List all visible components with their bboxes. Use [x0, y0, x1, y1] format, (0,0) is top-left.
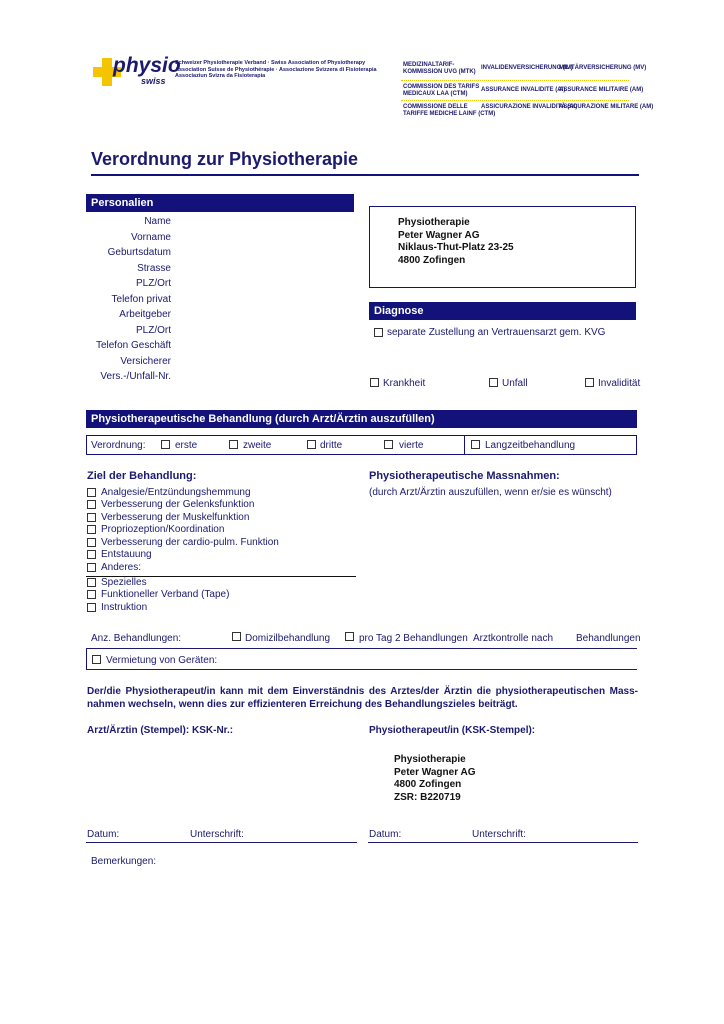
massnahmen-note: (durch Arzt/Ärztin auszufüllen, wenn er/sie es wünscht) — [369, 487, 612, 498]
personalien-header: Personalien — [86, 194, 354, 212]
kontrolle-label: Arztkontrolle nach — [473, 633, 554, 644]
erste-checkbox[interactable] — [161, 440, 170, 449]
ziel-checkbox[interactable] — [87, 525, 96, 534]
title-underline — [91, 174, 639, 176]
vermietung-label: Vermietung von Geräten: — [106, 655, 218, 666]
behandlungen-label: Behandlungen — [576, 633, 641, 644]
ziel-label: Spezielles — [101, 577, 147, 588]
field-vers-nr: Vers.-/Unfall-Nr. — [100, 371, 171, 382]
physio-stempel-label: Physiotherapeut/in (KSK-Stempel): — [369, 725, 536, 736]
field-geburtsdatum: Geburtsdatum — [107, 247, 171, 258]
address-line: Peter Wagner AG — [398, 229, 480, 241]
logo-sub: swiss — [141, 76, 166, 86]
invaliditaet-checkbox[interactable] — [585, 378, 594, 387]
krankheit-checkbox[interactable] — [370, 378, 379, 387]
table-cell: MEDICAUX LAA (CTM) — [403, 91, 468, 97]
ziel-heading: Ziel der Behandlung: — [87, 470, 197, 482]
ziel-label: Verbesserung der Muskelfunktion — [101, 512, 250, 523]
address-box — [369, 206, 636, 288]
field-vorname: Vorname — [130, 231, 171, 243]
table-cell: COMMISSION DES TARIFS — [403, 84, 480, 90]
bemerkungen-label: Bemerkungen: — [91, 856, 157, 867]
field-arbeitgeber: Arbeitgeber — [119, 309, 171, 320]
address-line: Physiotherapie — [398, 217, 470, 228]
massnahmen-heading: Physiotherapeutische Massnahmen: — [369, 470, 560, 482]
logo-text: physio — [113, 54, 181, 77]
unterschrift-label-arzt: Unterschrift: — [190, 829, 244, 840]
association-text — [175, 60, 377, 80]
ziel-label: Instruktion — [101, 602, 148, 613]
table-cell: INVALIDENVERSICHERUNG (IV) — [481, 65, 573, 71]
pro-tag-checkbox[interactable] — [345, 632, 354, 641]
ziel-checkbox[interactable] — [87, 500, 96, 509]
assoc-line: Schweizer Physiotherapie Verband · Swiss Association of Physiotherapy — [175, 60, 366, 66]
field-telefon-geschaeft: Telefon Geschäft — [95, 340, 171, 351]
stempel-line: ZSR: B220719 — [394, 791, 461, 803]
personalien-fields — [60, 214, 171, 385]
dritte-label: dritte — [320, 440, 343, 451]
table-cell: ASSICURAZIONE INVALIDITÀ (AI) — [481, 104, 578, 110]
address-line: 4800 Zofingen — [398, 254, 466, 266]
table-divider — [401, 80, 629, 81]
table-cell: MEDIZINALTARIF- — [403, 62, 455, 68]
table-cell: ASSICURAZIONE MILITARE (AM) — [559, 104, 654, 110]
langzeit-checkbox[interactable] — [471, 440, 480, 449]
statement-text: Der/die Physiotherapeut/in kann mit dem Einverständnis des Arztes/der Ärztin die physiotherapeutischen Mass-nahmen wechseln, wenn dies zur effizienteren Erreichung des Behandlungszieles beiträgt. — [87, 686, 638, 710]
anz-divider — [86, 648, 637, 649]
assoc-line: Association Suisse de Physiothérapie · Associazione Svizzera di Fisioterapia — [175, 66, 377, 73]
arzt-stempel-label: Arzt/Ärztin (Stempel): KSK-Nr.: — [87, 725, 234, 736]
vermietung-divider — [86, 669, 637, 670]
logo — [93, 52, 181, 92]
field-versicherer: Versicherer — [120, 355, 171, 367]
ziel-checkbox[interactable] — [87, 488, 96, 497]
ziel-label: Funktioneller Verband (Tape) — [101, 589, 230, 600]
vierte-checkbox[interactable] — [384, 440, 393, 449]
physio-stempel — [394, 754, 476, 804]
vierte-label: vierte — [399, 440, 424, 451]
zweite-checkbox[interactable] — [229, 440, 238, 449]
field-telefon-privat: Telefon privat — [111, 293, 171, 305]
signature-line-arzt[interactable] — [86, 842, 357, 843]
ziel-label: Analgesie/Entzündungshemmung — [101, 487, 251, 498]
ziel-label: Verbesserung der cardio-pulm. Funktion — [101, 537, 279, 548]
datum-label-arzt: Datum: — [87, 829, 120, 840]
ziel-checkbox[interactable] — [87, 578, 96, 587]
invaliditaet-label: Invalidität — [598, 378, 641, 389]
table-cell: COMMISSIONE DELLE — [403, 104, 468, 110]
erste-label: erste — [175, 440, 198, 451]
anz-label: Anz. Behandlungen: — [91, 633, 182, 644]
unfall-label: Unfall — [502, 378, 528, 389]
ziel-checkbox[interactable] — [87, 590, 96, 599]
ziel-label: Anderes: — [101, 562, 142, 573]
table-cell: ASSURANCE MILITAIRE (AM) — [559, 87, 644, 93]
unterschrift-label-physio: Unterschrift: — [472, 829, 526, 840]
table-divider — [401, 100, 629, 101]
diagnose-header: Diagnose — [369, 302, 636, 320]
page-title: Verordnung zur Physiotherapie — [91, 149, 359, 169]
behandlung-header: Physiotherapeutische Behandlung (durch Arzt/Ärztin auszufüllen) — [86, 410, 637, 428]
verordnung-label: Verordnung: — [91, 440, 146, 451]
vermietung-checkbox[interactable] — [92, 655, 101, 664]
vermietung-border — [86, 649, 87, 669]
field-plz-ort-2: PLZ/Ort — [135, 324, 171, 336]
krankheit-label: Krankheit — [383, 378, 426, 389]
field-name: Name — [144, 216, 171, 227]
assoc-line: Associaziun Svizra da Fisioterapia — [175, 73, 266, 79]
dritte-checkbox[interactable] — [307, 440, 316, 449]
datum-label-physio: Datum: — [369, 829, 402, 840]
signature-line-physio[interactable] — [368, 842, 638, 843]
stempel-line: Peter Wagner AG — [394, 766, 476, 778]
ziel-label: Entstauung — [101, 549, 152, 560]
table-cell: MILITÄRVERSICHERUNG (MV) — [559, 65, 647, 71]
stempel-line: Physiotherapie — [394, 754, 466, 765]
ziel-checkbox[interactable] — [87, 603, 96, 612]
zweite-label: zweite — [243, 440, 272, 451]
domizil-checkbox[interactable] — [232, 632, 241, 641]
stempel-line: 4800 Zofingen — [394, 779, 462, 790]
unfall-checkbox[interactable] — [489, 378, 498, 387]
field-plz-ort: PLZ/Ort — [135, 278, 171, 289]
ziel-checkbox[interactable] — [87, 538, 96, 547]
address-line: Niklaus-Thut-Platz 23-25 — [398, 242, 514, 253]
table-cell: ASSURANCE INVALIDITE (AI) — [481, 87, 566, 93]
ziel-label: Propriozeption/Koordination — [101, 524, 225, 535]
domizil-label: Domizilbehandlung — [245, 633, 331, 644]
ziel-checkbox[interactable] — [87, 550, 96, 559]
verordnung-divider — [464, 436, 465, 454]
field-strasse: Strasse — [137, 262, 171, 274]
ziel-label: Verbesserung der Gelenksfunktion — [101, 499, 255, 510]
pro-tag-label: pro Tag 2 Behandlungen — [359, 633, 468, 644]
table-cell: KOMMISSION UVG (MTK) — [403, 69, 476, 75]
ziel-checkbox[interactable] — [87, 513, 96, 522]
separate-checkbox[interactable] — [374, 328, 383, 337]
table-cell: TARIFFE MEDICHE LAINF (CTM) — [403, 111, 496, 117]
ziel-checkbox[interactable] — [87, 563, 96, 572]
separate-label: separate Zustellung an Vertrauensarzt gem. KVG — [387, 327, 606, 338]
langzeit-label: Langzeitbehandlung — [485, 440, 576, 451]
